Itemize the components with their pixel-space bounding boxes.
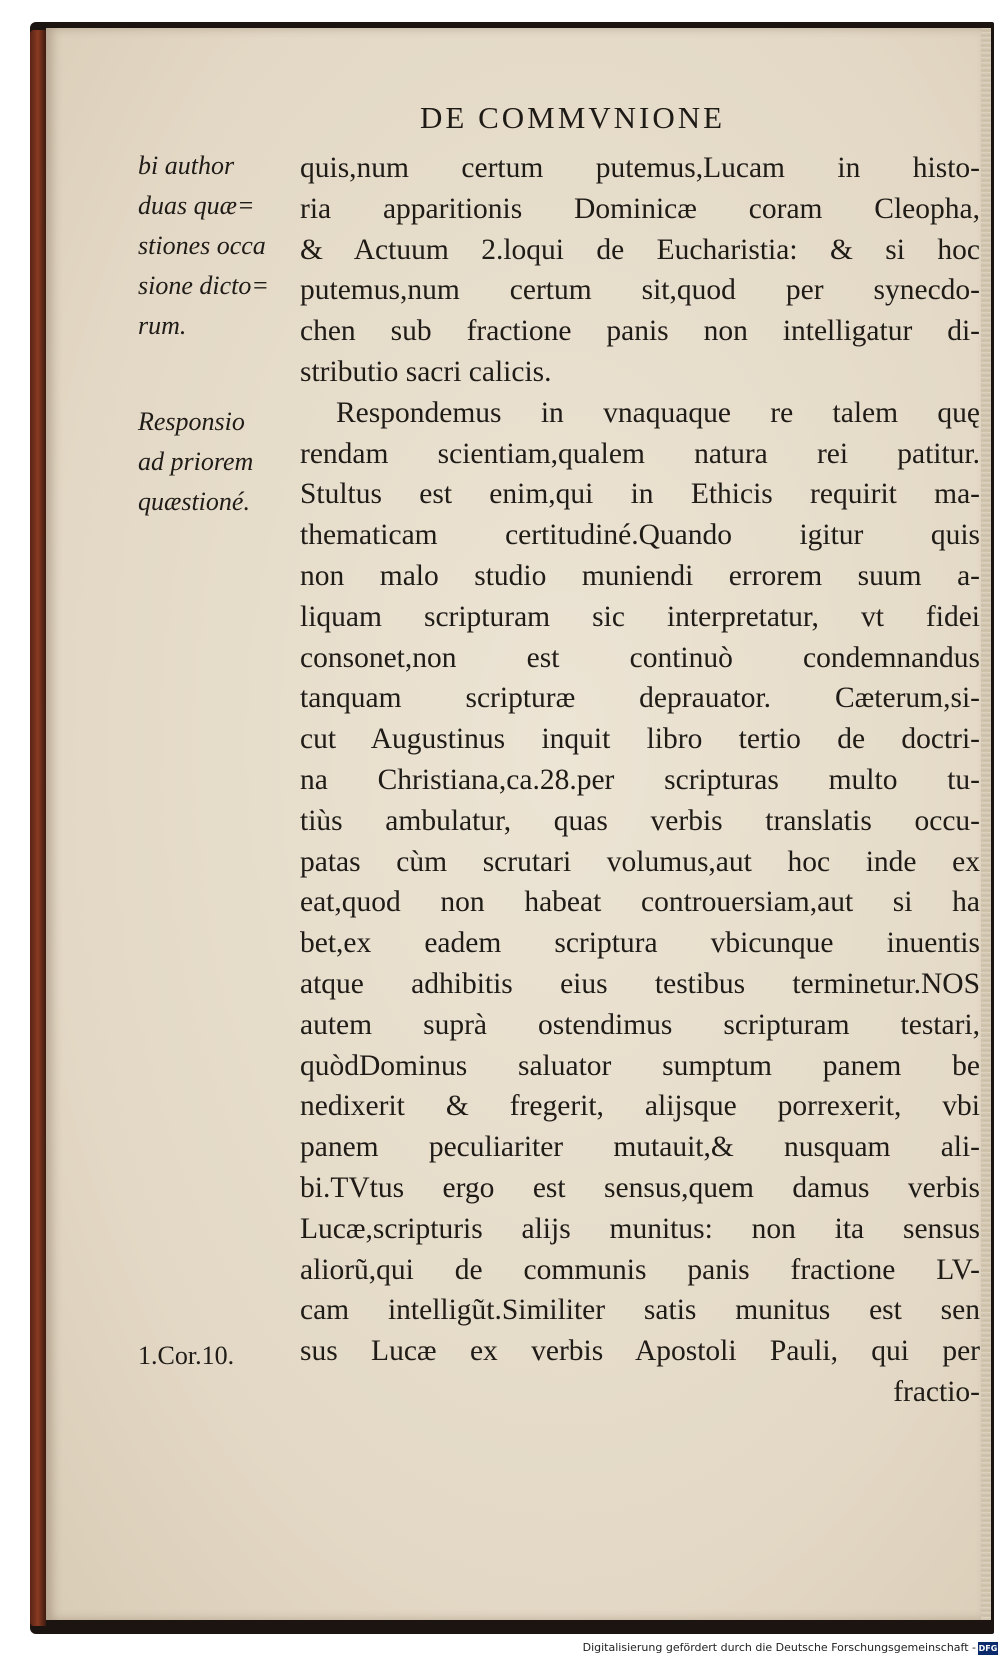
- body-line: quòdDominus saluator sumptum panem be: [300, 1049, 980, 1082]
- body-line: patas cùm scrutari volumus,aut hoc inde ex: [300, 845, 980, 878]
- body-line: aliorũ,qui de communis panis fractione LV-: [300, 1253, 980, 1286]
- body-line: atque adhibitis eius testibus terminetur.NOS: [300, 967, 980, 1000]
- marginal-scripture-reference: [138, 1336, 298, 1376]
- catchword: fractio-: [893, 1375, 980, 1408]
- page-fore-edge: [981, 28, 991, 1620]
- body-line: na Christiana,ca.28.per scripturas multo tu-: [300, 763, 980, 796]
- marginal-note-responsio: [138, 402, 298, 522]
- marginal-line: 1.Cor.10.: [138, 1341, 235, 1370]
- body-line: sus Lucæ ex verbis Apostoli Pauli, qui per: [300, 1335, 980, 1368]
- body-line: thematicam certitudiné.Quando igitur quis: [300, 519, 980, 552]
- marginal-line: ad priorem: [138, 447, 254, 476]
- body-line: quis,num certum putemus,Lucam in histo-: [300, 152, 980, 184]
- body-line: bet,ex eadem scriptura vbicunque inuentis: [300, 927, 980, 960]
- body-line: nedixerit & fregerit, alijsque porrexerit, vbi: [300, 1090, 980, 1123]
- body-line: autem suprà ostendimus scripturam testari,: [300, 1008, 980, 1041]
- marginal-line: duas quæ=: [138, 191, 255, 220]
- marginal-note-questions: [138, 146, 298, 346]
- marginal-line: stiones occa: [138, 231, 266, 260]
- dfg-logo-icon: DFG: [978, 1644, 998, 1653]
- marginal-line: Responsio: [138, 407, 245, 436]
- body-line: rendam scientiam,qualem natura rei patitur.: [300, 437, 980, 470]
- body-line: eat,quod non habeat controuersiam,aut si ha: [300, 886, 980, 919]
- body-line: Respondemus in vnaquaque re talem quę: [336, 396, 980, 429]
- running-head: DE COMMVNIONE: [420, 100, 726, 135]
- body-line: stributio sacri calicis.: [300, 355, 552, 388]
- book-binding-edge: [30, 30, 46, 1626]
- body-line: chen sub fractione panis non intelligatur di-: [300, 315, 980, 348]
- footer-credit: Digitalisierung gefördert durch die Deutsche Forschungsgemeinschaft -: [582, 1641, 976, 1654]
- marginal-line: quæstioné.: [138, 487, 250, 516]
- body-line: putemus,num certum sit,quod per synecdo-: [300, 274, 980, 307]
- body-line: cut Augustinus inquit libro tertio de doctri-: [300, 723, 980, 756]
- body-line: bi.TVtus ergo est sensus,quem damus verbis: [300, 1171, 980, 1204]
- body-line: ria apparitionis Dominicæ coram Cleopha,: [300, 192, 980, 225]
- marginal-line: bi author: [138, 151, 235, 180]
- body-line: tiùs ambulatur, quas verbis translatis occu-: [300, 804, 980, 837]
- marginal-line: sione dicto=: [138, 271, 269, 300]
- body-line: cam intelligũt.Similiter satis munitus est sen: [300, 1294, 980, 1327]
- body-line: panem peculiariter mutauit,& nusquam ali-: [300, 1131, 980, 1164]
- body-line: consonet,non est continuò condemnandus: [300, 641, 980, 674]
- body-text: [300, 148, 980, 1413]
- body-line: Stultus est enim,qui in Ethicis requirit ma-: [300, 478, 980, 511]
- marginal-line: rum.: [138, 311, 187, 340]
- body-line: & Actuum 2.loqui de Eucharistia: & si hoc: [300, 233, 980, 266]
- body-line: liquam scripturam sic interpretatur, vt fidei: [300, 600, 980, 633]
- body-line: Lucæ,scripturis alijs munitus: non ita sensus: [300, 1212, 980, 1245]
- body-line: non malo studio muniendi errorem suum a-: [300, 559, 980, 592]
- body-line: tanquam scripturæ deprauator. Cæterum,si-: [300, 682, 980, 715]
